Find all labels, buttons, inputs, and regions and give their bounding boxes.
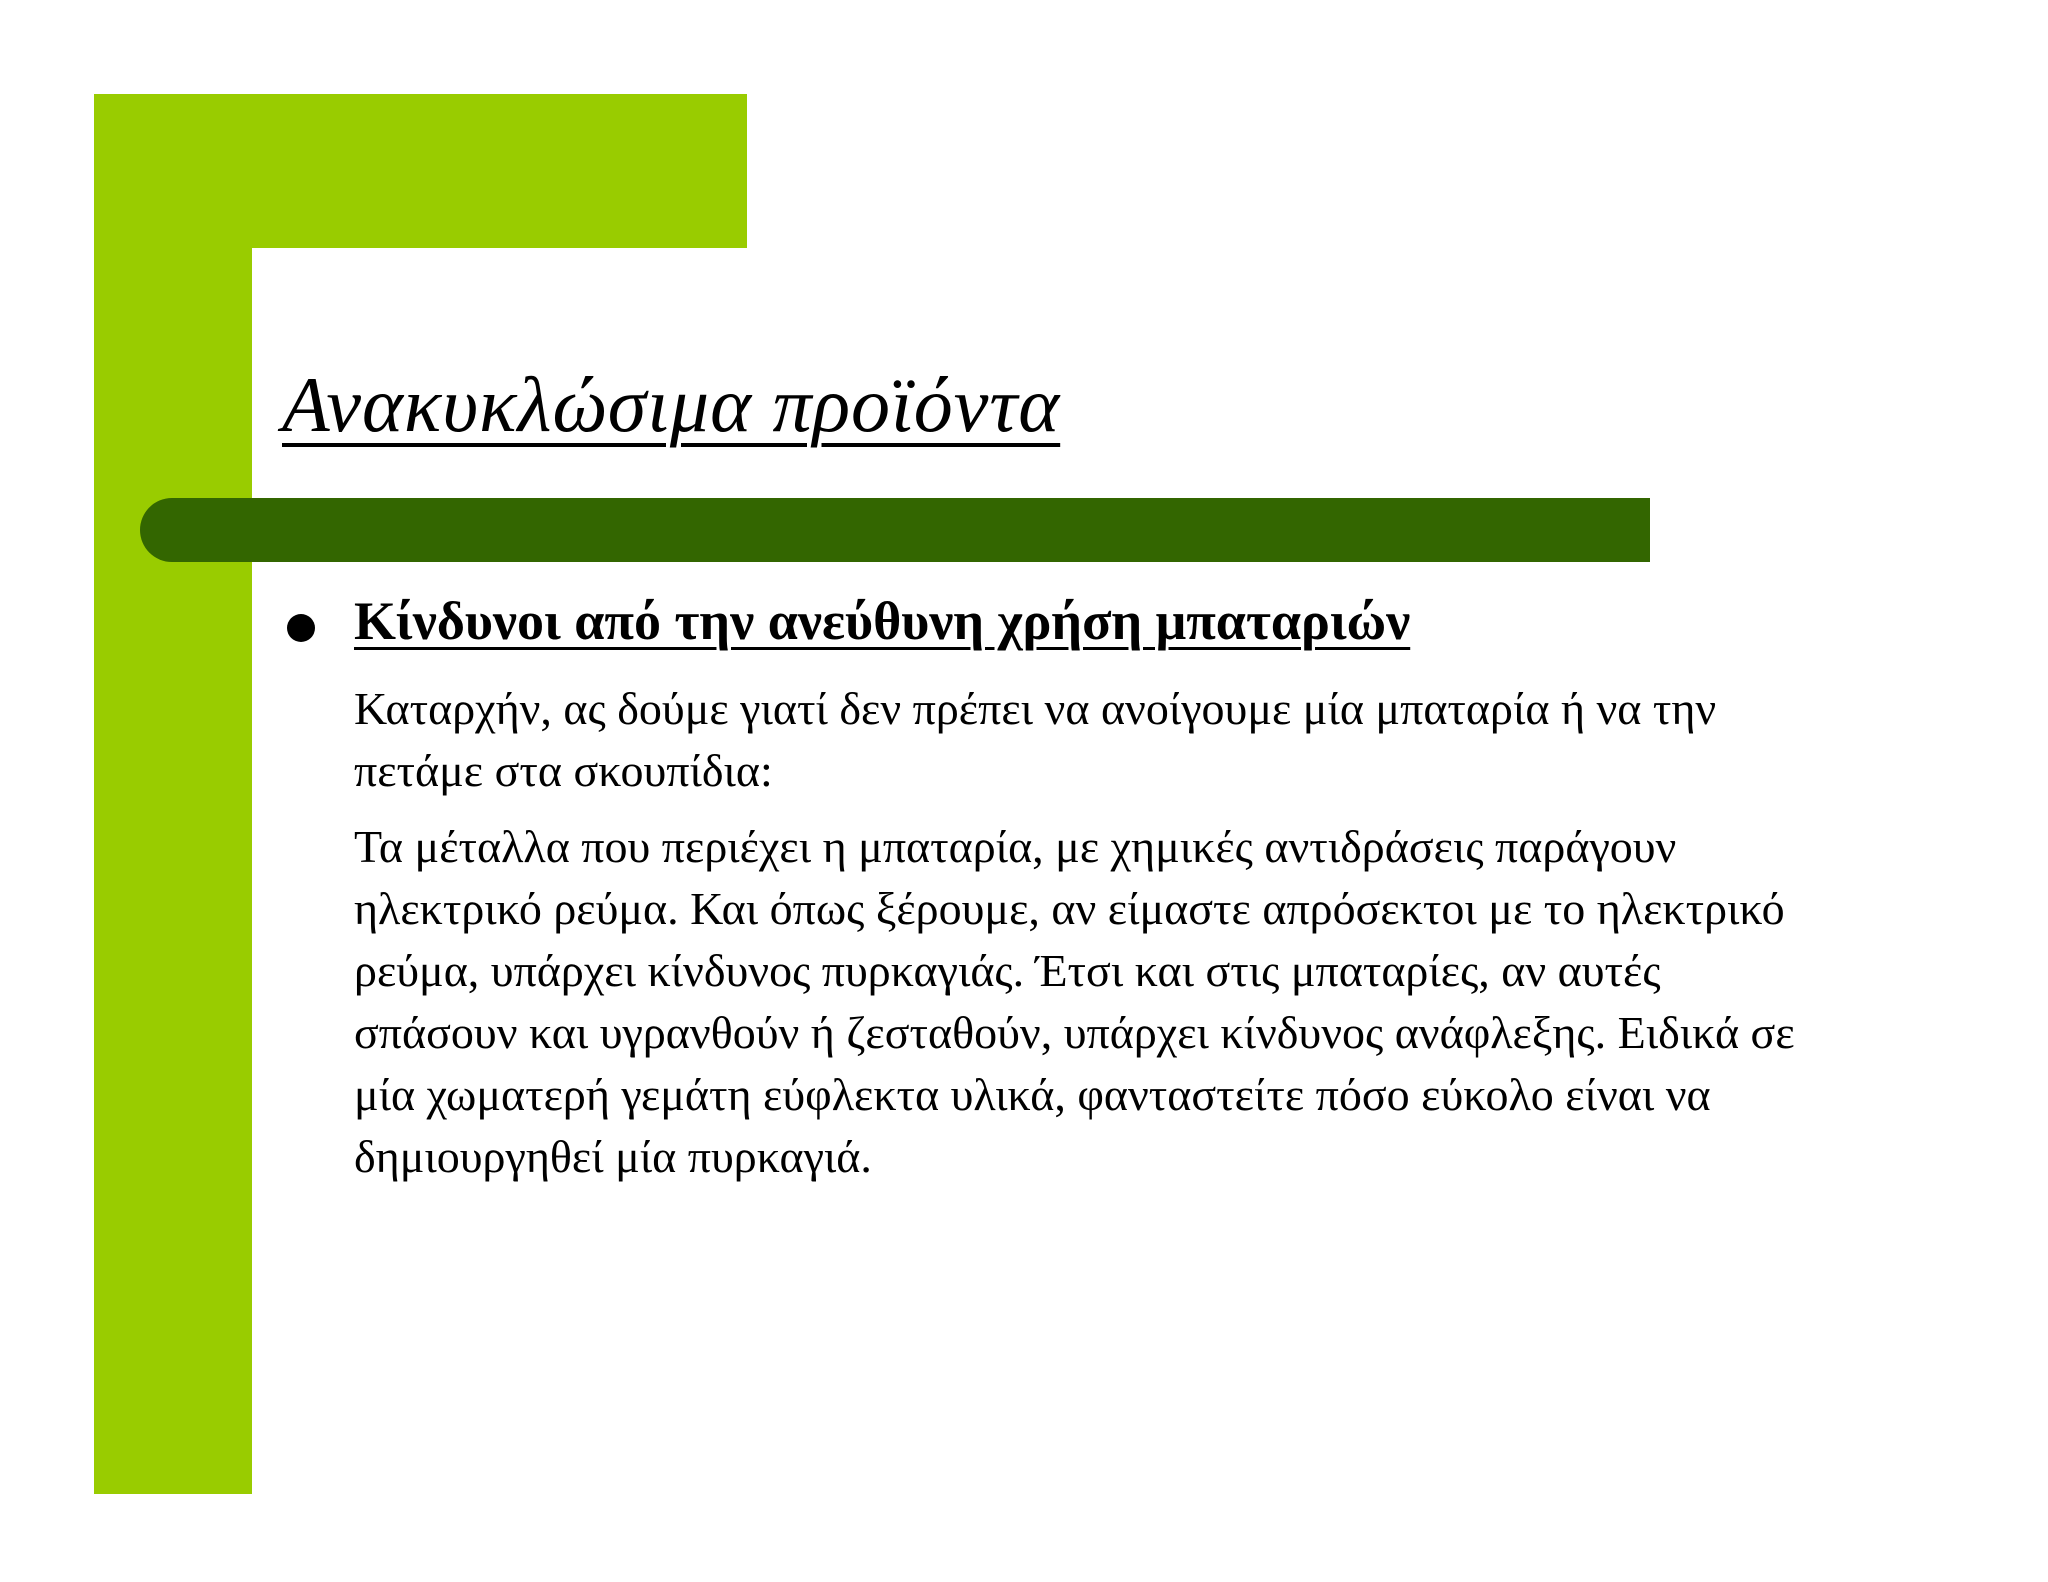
body-paragraph-explanation: Τα μέταλλα που περιέχει η μπαταρία, με χημικές αντιδράσεις παράγουν ηλεκτρικό ρεύμα. Και όπως ξέρουμε, αν είμαστε απρόσεκτοι με το ηλεκτρικό ρεύμα, υπάρχει κίνδυνος πυρκαγιάς. Έτσι και στις μπαταρίες, αν αυτές σπάσουν και υγρανθούν ή ζεσταθούν, υπάρχει κίνδυνος ανάφλεξης. Ειδικά σε μία χωματερή γεμάτη εύφλεκτα υλικά, φανταστείτε πόσο εύκολο είναι να δημιουργηθεί μία πυρκαγιά. [354,821,1795,1182]
body-paragraph-intro: Καταρχήν, ας δούμε γιατί δεν πρέπει να ανοίγουμε μία μπαταρία ή να την πετάμε στα σκουπίδια: [354,683,1717,796]
title-divider-bar [140,498,1650,562]
lime-frame-top-block [94,94,747,248]
bullet-heading: Κίνδυνοι από την ανεύθυνη χρήση μπαταριών [354,591,1411,651]
lime-frame-vertical-bar [94,94,252,1494]
slide-title: Ανακυκλώσιμα προϊόντα [282,361,1061,448]
bullet-dot-icon [287,614,315,642]
